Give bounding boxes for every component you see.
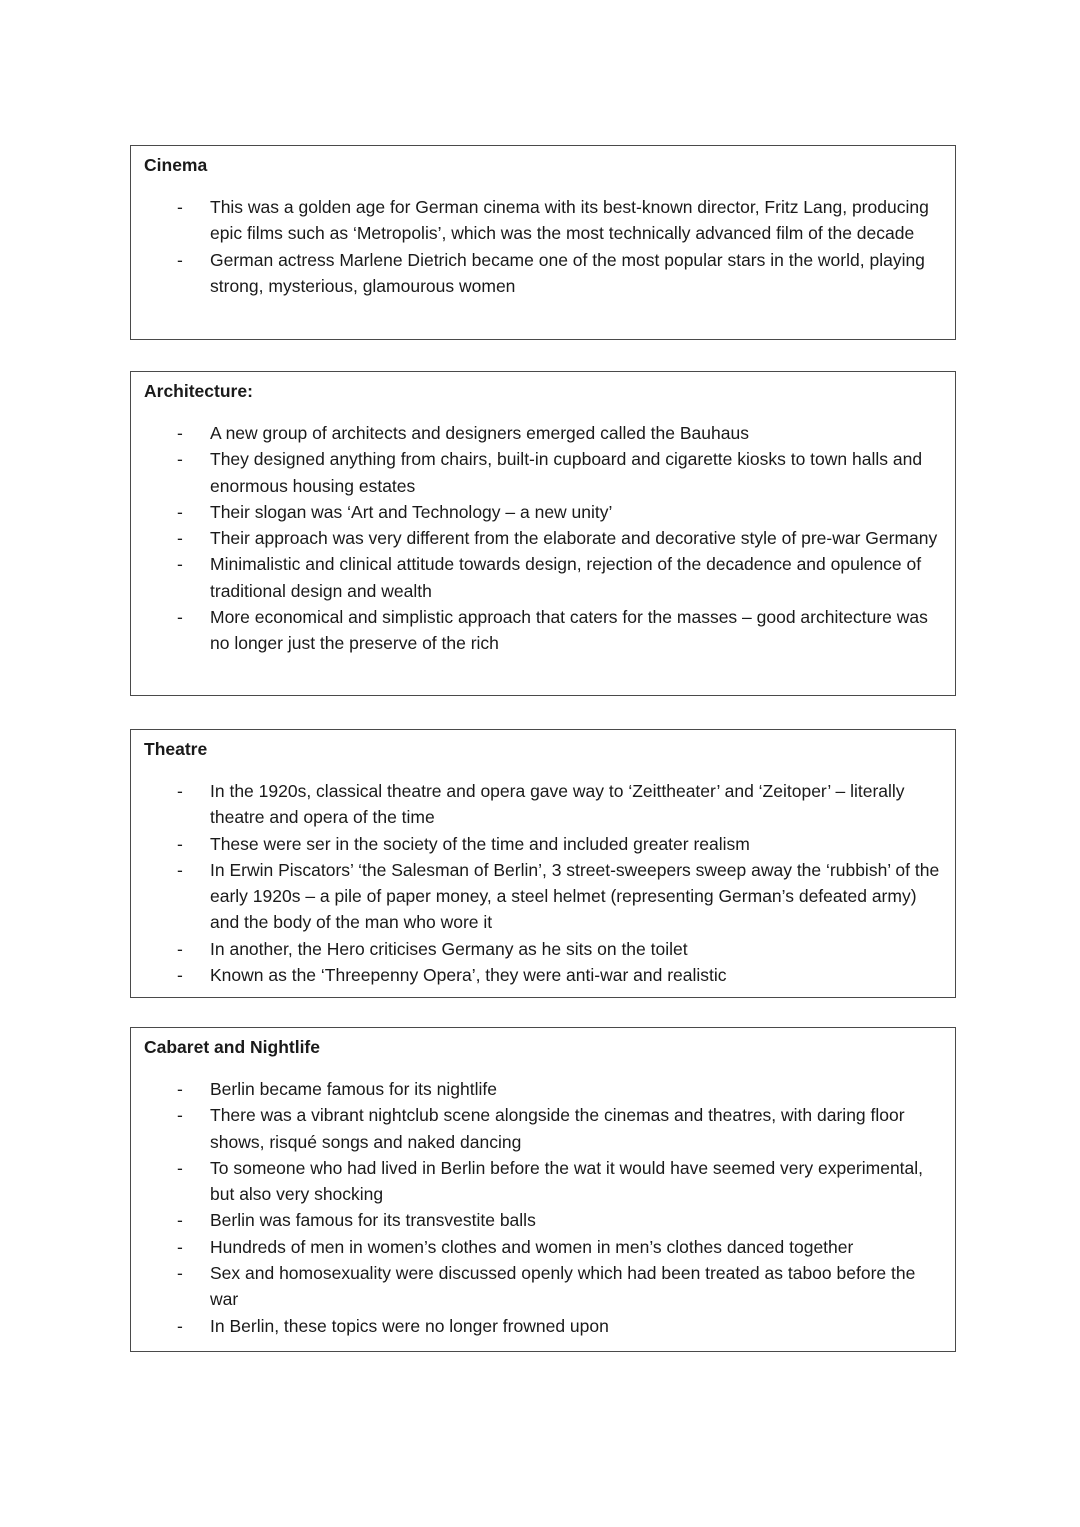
bullet-dash: - (177, 1236, 183, 1257)
list-item: - Berlin was famous for its transvestite balls (144, 1207, 941, 1233)
bullet-dash: - (177, 528, 183, 549)
bullet-dash: - (177, 197, 183, 217)
list-item: - A new group of architects and designers emerged called the Bauhaus (144, 420, 941, 446)
list-item: - To someone who had lived in Berlin before the wat it would have seemed very experimental, but also very shocking (144, 1155, 941, 1208)
bullet-dash: - (177, 938, 183, 959)
bullet-dash: - (177, 501, 183, 522)
bullet-list (144, 194, 941, 299)
bullet-dash: - (177, 554, 183, 575)
bullet-dash: - (177, 1210, 183, 1231)
bullet-list (144, 778, 941, 988)
bullet-dash: - (177, 1079, 183, 1099)
section-theatre (130, 729, 956, 998)
bullet-dash: - (177, 1263, 183, 1284)
bullet-dash: - (177, 449, 183, 470)
list-item: - Known as the ‘Threepenny Opera’, they were anti-war and realistic (144, 962, 941, 988)
list-item: - These were ser in the society of the time and included greater realism (144, 831, 941, 857)
list-item: - There was a vibrant nightclub scene alongside the cinemas and theatres, with daring floor shows, risqué songs and naked dancing (144, 1102, 941, 1155)
bullet-dash: - (177, 781, 183, 801)
bullet-dash: - (177, 1315, 183, 1336)
section-title: Cinema (144, 155, 208, 175)
list-item: - In Erwin Piscators’ ‘the Salesman of Berlin’, 3 street-sweepers sweep away the ‘rubbish’ of the early 1920s – a pile of paper money, a steel helmet (representing German’s defeated army) and the body of the man who wore it (144, 857, 941, 936)
list-item: - This was a golden age for German cinema with its best-known director, Fritz Lang, producing epic films such as ‘Metropolis’, which was the most technically advanced film of the decade (144, 194, 941, 247)
list-item: - Sex and homosexuality were discussed openly which had been treated as taboo before the war (144, 1260, 941, 1313)
section-cabaret-nightlife (130, 1027, 956, 1352)
section-title: Theatre (144, 739, 208, 759)
bullet-dash: - (177, 423, 183, 443)
list-item: - More economical and simplistic approach that caters for the masses – good architecture was no longer just the preserve of the rich (144, 604, 941, 657)
section-title: Architecture: (144, 381, 253, 401)
bullet-dash: - (177, 249, 183, 270)
section-title: Cabaret and Nightlife (144, 1037, 320, 1057)
list-item: - Their approach was very different from the elaborate and decorative style of pre-war Germany (144, 525, 941, 551)
list-item: - German actress Marlene Dietrich became one of the most popular stars in the world, playing strong, mysterious, glamourous women (144, 247, 941, 300)
list-item: - Berlin became famous for its nightlife (144, 1076, 941, 1102)
list-item: - In the 1920s, classical theatre and opera gave way to ‘Zeittheater’ and ‘Zeitoper’ – literally theatre and opera of the time (144, 778, 941, 831)
list-item: - They designed anything from chairs, built-in cupboard and cigarette kiosks to town halls and enormous housing estates (144, 446, 941, 499)
bullet-dash: - (177, 1157, 183, 1178)
list-item: - In another, the Hero criticises Germany as he sits on the toilet (144, 936, 941, 962)
bullet-dash: - (177, 965, 183, 986)
section-architecture (130, 371, 956, 696)
bullet-list (144, 420, 941, 657)
bullet-dash: - (177, 1105, 183, 1126)
section-cinema (130, 145, 956, 340)
bullet-list (144, 1076, 941, 1339)
list-item: - Their slogan was ‘Art and Technology – a new unity’ (144, 499, 941, 525)
list-item: - Hundreds of men in women’s clothes and women in men’s clothes danced together (144, 1234, 941, 1260)
bullet-dash: - (177, 607, 183, 628)
bullet-dash: - (177, 859, 183, 880)
bullet-dash: - (177, 833, 183, 854)
list-item: - Minimalistic and clinical attitude towards design, rejection of the decadence and opulence of traditional design and wealth (144, 551, 941, 604)
list-item: - In Berlin, these topics were no longer frowned upon (144, 1313, 941, 1339)
